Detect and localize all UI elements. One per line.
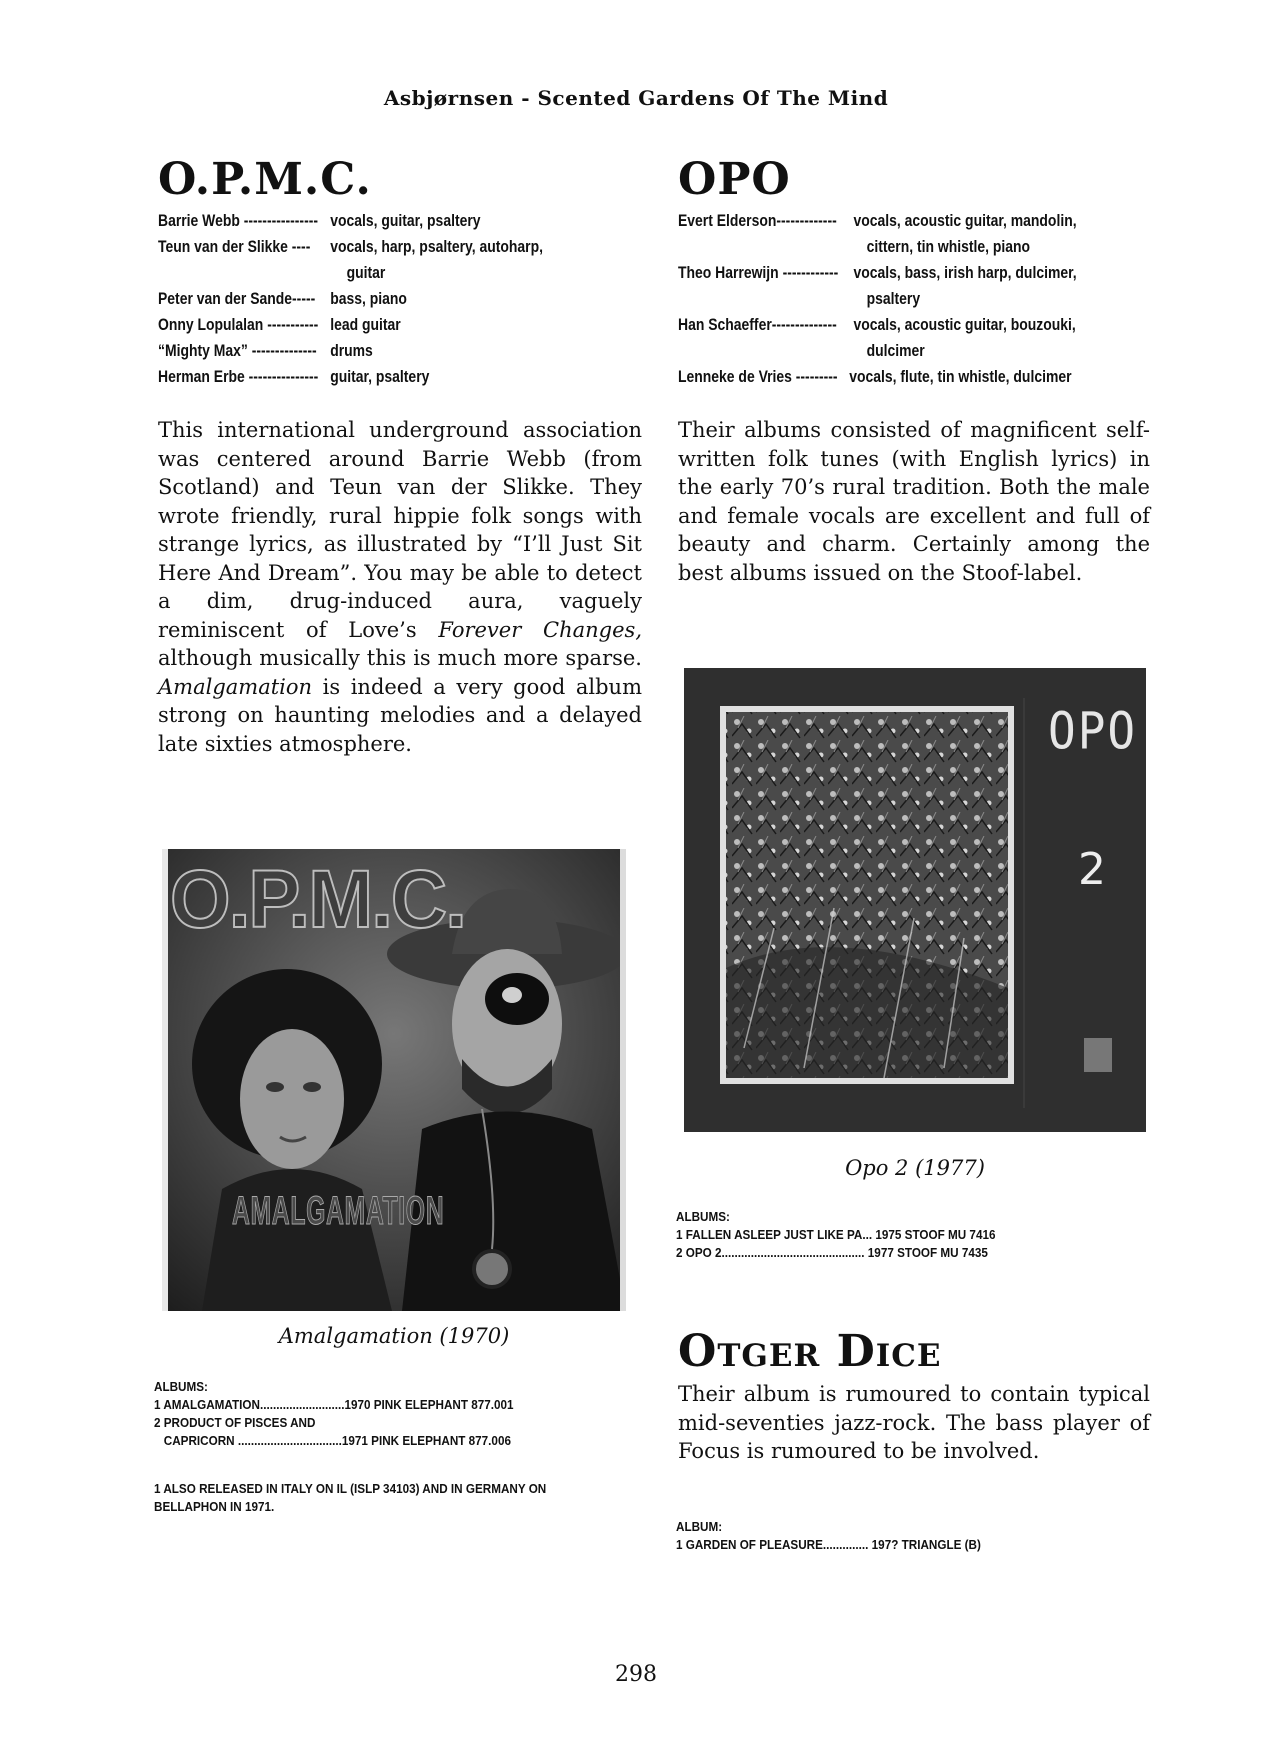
member-name: Evert Elderson------------- — [678, 211, 837, 230]
member-role: vocals, bass, irish harp, dulcimer, — [853, 263, 1077, 282]
discography-opo — [676, 1208, 1144, 1262]
albums-heading: ALBUMS: — [676, 1209, 730, 1224]
cover-band-lettering: OPO — [1048, 701, 1138, 761]
member-role: vocals, acoustic guitar, mandolin, — [853, 211, 1077, 230]
member-role-continued: cittern, tin whistle, piano — [866, 237, 1031, 256]
lineup-opo — [678, 208, 1137, 390]
member-role-continued: dulcimer — [866, 341, 925, 360]
member-role: lead guitar — [330, 315, 401, 334]
album-entry: 1 GARDEN OF PLEASURE.............. 197? TRIANGLE (B) — [676, 1537, 981, 1552]
body-text-opo: Their albums consisted of magnificent self-written folk tunes (with English lyrics) in the early 70’s rural tradition. Both the male and female vocals are excellent and full of beauty and charm. Certainly among the best albums issued on the Stoof-label. — [678, 418, 1150, 585]
cover-band-lettering: O.P.M.C. — [170, 854, 466, 945]
member-role: vocals, guitar, psaltery — [330, 211, 481, 230]
band-title-opo: OPO — [678, 154, 791, 205]
member-name: Teun van der Slikke ---- — [158, 237, 311, 256]
lineup-row — [678, 312, 1137, 338]
member-role: vocals, acoustic guitar, bouzouki, — [853, 315, 1076, 334]
album-entry: 1 AMALGAMATION..........................1970 PINK ELEPHANT 877.001 — [154, 1397, 514, 1412]
body-text-otger-dice: Their album is rumoured to contain typical mid-seventies jazz-rock. The bass player of Focus is rumoured to be involved. — [678, 1382, 1150, 1463]
member-name: Peter van der Sande----- — [158, 289, 316, 308]
member-name: Herman Erbe --------------- — [158, 367, 319, 386]
member-name: “Mighty Max” -------------- — [158, 341, 317, 360]
member-role: bass, piano — [330, 289, 407, 308]
footnote-opmc: 1 ALSO RELEASED IN ITALY ON IL (ISLP 34103) AND IN GERMANY ON BELLAPHON IN 1971. — [154, 1481, 547, 1514]
lineup-row — [678, 208, 1137, 234]
member-role: vocals, flute, tin whistle, dulcimer — [849, 367, 1072, 386]
running-header: Asbjørnsen - Scented Gardens Of The Mind — [383, 86, 889, 110]
lineup-row — [678, 260, 1137, 286]
lineup-row — [158, 208, 617, 234]
album-title-italic: Forever Changes, — [438, 617, 643, 642]
lineup-row — [158, 338, 617, 364]
member-name: Barrie Webb ---------------- — [158, 211, 319, 230]
albums-heading: ALBUMS: — [154, 1379, 208, 1394]
album-entry: 2 PRODUCT OF PISCES AND — [154, 1415, 316, 1430]
band-title-otger-dice: Otger Dice — [678, 1326, 942, 1377]
discography-otger-dice — [676, 1518, 1144, 1554]
member-name: Theo Harrewijn ------------ — [678, 263, 839, 282]
album-cover-amalgamation — [162, 849, 626, 1311]
member-role: drums — [330, 341, 373, 360]
caption-opo-2: Opo 2 (1977) — [845, 1156, 985, 1180]
lineup-row — [158, 286, 617, 312]
lineup-opmc — [158, 208, 617, 390]
caption-amalgamation: Amalgamation (1970) — [278, 1324, 510, 1348]
band-title-opmc: O.P.M.C. — [158, 154, 372, 205]
lineup-row — [158, 364, 617, 390]
page-number: 298 — [615, 1662, 657, 1687]
album-cover-opo-2 — [684, 668, 1146, 1132]
member-role: vocals, harp, psaltery, autoharp, — [330, 237, 543, 256]
lineup-row — [678, 364, 1137, 390]
album-entry: 1 FALLEN ASLEEP JUST LIKE PA... 1975 STOOF MU 7416 — [676, 1227, 996, 1242]
album-entry: 2 OPO 2............................................ 1977 STOOF MU 7435 — [676, 1245, 988, 1260]
album-entry: CAPRICORN ................................1971 PINK ELEPHANT 877.006 — [154, 1433, 511, 1448]
member-name: Lenneke de Vries --------- — [678, 367, 838, 386]
cover-volume-number: 2 — [1078, 844, 1106, 895]
lineup-row — [158, 312, 617, 338]
member-name: Onny Lopulalan ----------- — [158, 315, 319, 334]
member-name: Han Schaeffer-------------- — [678, 315, 837, 334]
album-title-italic: Amalgamation — [158, 674, 313, 699]
member-role: guitar, psaltery — [330, 367, 430, 386]
cover-album-lettering: AMALGAMATION — [232, 1189, 445, 1233]
body-text-opmc: This international underground association was centered around Barrie Webb (from Scotland) and Teun van der Slikke. They wrote friendly, rural hippie folk songs with strange lyrics, as illustrated by “I’ll Just Sit Here And Dream”. You may be able to detect a dim, drug-induced aura, vaguely reminiscent of Love’s Forever Changes, although musically this is much more sparse. Amalgamation is indeed a very good album strong on haunting melodies and a delayed late sixties atmosphere. — [158, 418, 643, 756]
albums-heading: ALBUM: — [676, 1519, 723, 1534]
lineup-row — [158, 234, 617, 260]
member-role-continued: psaltery — [866, 289, 921, 308]
discography-opmc — [154, 1378, 622, 1450]
member-role-continued: guitar — [346, 263, 386, 282]
